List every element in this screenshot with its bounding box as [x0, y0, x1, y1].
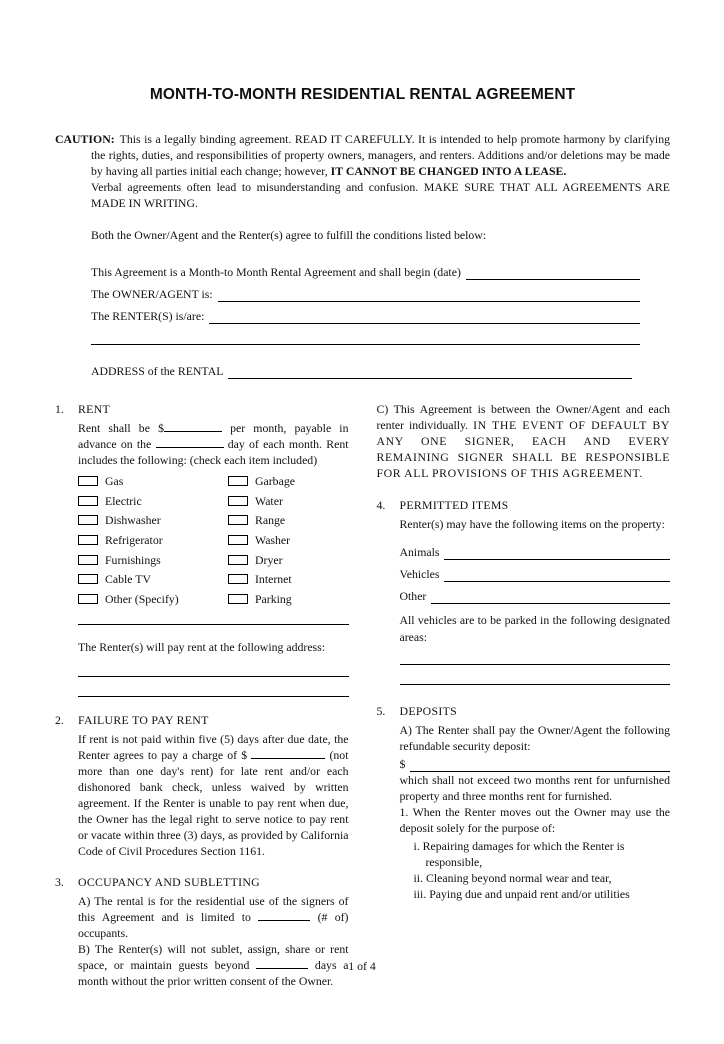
rental-address-row — [91, 357, 632, 379]
pay-address-blank-line-1[interactable] — [78, 657, 349, 677]
other-items-label: Other — [399, 589, 427, 604]
checkbox-label: Range — [255, 513, 286, 528]
checkbox-range[interactable] — [228, 512, 349, 528]
checkbox-label: Dryer — [255, 552, 283, 567]
page-title: MONTH-TO-MONTH RESIDENTIAL RENTAL AGREEMENT — [149, 86, 576, 103]
section-failure-heading: FAILURE TO PAY RENT — [78, 712, 209, 727]
failure-paragraph — [78, 731, 349, 859]
animals-label: Animals — [399, 545, 440, 560]
checkbox-box-icon — [228, 574, 248, 584]
section-occupancy-number: 3. — [55, 874, 64, 889]
deposit-amount-row — [400, 754, 671, 772]
checkbox-cable-tv[interactable] — [78, 571, 228, 587]
occupancy-a-text-2: (# of) occupants. — [78, 909, 349, 941]
deposit-purpose-item: ii. Cleaning beyond normal wear and tear, — [413, 870, 612, 885]
checkbox-box-icon — [78, 496, 98, 506]
occupants-count-blank[interactable] — [258, 910, 310, 921]
section-failure-to-pay — [55, 712, 349, 859]
checkbox-box-icon — [78, 476, 98, 486]
animals-blank[interactable] — [444, 545, 670, 560]
checkbox-garbage[interactable] — [228, 473, 349, 489]
occupancy-b-text-1: B) The Renter(s) will not sublet, assign, share or rent space, or maintain guests beyond — [78, 942, 349, 973]
section-permitted-heading: PERMITTED ITEMS — [399, 498, 509, 513]
page-number: 1 of 4 — [348, 959, 376, 974]
intro-block — [91, 227, 640, 379]
caution-text-bold: IT CANNOT BE CHANGED INTO A LEASE. — [330, 164, 567, 179]
occupancy-paragraph-a — [78, 893, 349, 941]
caution-label: CAUTION: — [55, 132, 115, 147]
checkbox-label: Refrigerator — [105, 532, 163, 547]
checkbox-parking[interactable] — [228, 591, 349, 607]
deposit-purpose-item: iii. Paying due and unpaid rent and/or utilities — [413, 886, 630, 901]
failure-text-2: (not more than one day's rent) for late rent and/or each dishonored bank check, unless waived by written agreement. If the Renter is unable to pay rent when due, the Owner has the legal right to serve notice to pay rent or vacate within three (3) days, as provided by California Code of Civil Procedures Section 1161. — [78, 747, 349, 858]
deposits-paragraph-a: A) The Renter shall pay the Owner/Agent the following refundable security deposit: — [399, 722, 670, 753]
checkbox-label: Garbage — [255, 474, 295, 489]
caution-block — [55, 131, 670, 211]
checkbox-box-icon — [228, 594, 248, 604]
animals-row — [400, 538, 671, 560]
section-deposits-number: 5. — [376, 703, 386, 718]
other-specify-blank-line[interactable] — [78, 617, 349, 625]
checkbox-gas[interactable] — [78, 473, 228, 489]
checkbox-box-icon — [78, 574, 98, 584]
section-rent-number: 1. — [55, 402, 64, 417]
right-column — [377, 401, 671, 1004]
deposits-limit-text: which shall not exceed two months rent for unfurnished property and three months rent for furnished. — [399, 772, 670, 803]
checkbox-electric[interactable] — [78, 493, 228, 509]
section-permitted-items — [377, 497, 671, 684]
deposit-purpose-item: i. Repairing damages for which the Renter is responsible, — [413, 838, 625, 869]
checkbox-label: Parking — [255, 591, 292, 606]
section-occupancy-heading: OCCUPANCY AND SUBLETTING — [78, 874, 260, 889]
rent-text-2: per month, payable in advance on the — [78, 421, 349, 452]
checkbox-box-icon — [228, 535, 248, 545]
checkbox-box-icon — [78, 555, 98, 565]
checkbox-label: Washer — [255, 532, 291, 547]
rental-address-label: ADDRESS of the RENTAL — [91, 364, 224, 379]
occupancy-paragraph-c — [377, 401, 671, 481]
occupancy-a-text-1: A) The rental is for the residential use of the signers of this Agreement and is limited to — [78, 893, 349, 924]
checkbox-dryer[interactable] — [228, 552, 349, 568]
checkbox-label: Water — [255, 493, 283, 508]
pay-rent-address-label: The Renter(s) will pay rent at the following address: — [78, 639, 326, 654]
checkbox-refrigerator[interactable] — [78, 532, 228, 548]
left-column — [55, 401, 349, 1004]
checkbox-box-icon — [228, 515, 248, 525]
checkbox-box-icon — [78, 594, 98, 604]
late-charge-blank[interactable] — [251, 748, 325, 759]
section-rent-heading: RENT — [78, 402, 110, 417]
rent-text-3: day of each month. Rent includes the following: (check each item included) — [78, 437, 349, 468]
other-items-blank[interactable] — [431, 589, 670, 604]
rent-text-1: Rent shall be $ — [78, 421, 164, 436]
checkbox-label: Cable TV — [105, 572, 151, 587]
rent-due-day-blank[interactable] — [156, 437, 224, 448]
checkbox-washer[interactable] — [228, 532, 349, 548]
vehicles-row — [400, 560, 671, 582]
failure-text-1: If rent is not paid within five (5) days after due date, the Renter agrees to pay a charge of $ — [78, 731, 349, 762]
checkbox-label: Other (Specify) — [105, 591, 179, 606]
agree-line: Both the Owner/Agent and the Renter(s) agree to fulfill the conditions listed below: — [91, 228, 487, 243]
vehicles-blank[interactable] — [444, 567, 670, 582]
owner-agent-row — [91, 280, 640, 302]
section-permitted-number: 4. — [376, 498, 386, 513]
checkbox-furnishings[interactable] — [78, 552, 228, 568]
designated-areas-label: All vehicles are to be parked in the following designated areas: — [399, 613, 670, 644]
deposit-amount-blank[interactable] — [410, 757, 670, 772]
begin-date-blank[interactable] — [466, 265, 640, 280]
caution-paragraph-2: Verbal agreements often lead to misunderstanding and confusion. MAKE SURE THAT ALL AGREEMENTS ARE MADE IN WRITING. — [91, 180, 670, 211]
occupancy-c-text-1: C) This Agreement is between the Owner/Agent and each renter individually. — [376, 402, 670, 433]
deposit-dollar-sign: $ — [399, 756, 406, 771]
designated-areas-blank-line-1[interactable] — [400, 645, 671, 665]
section-rent — [55, 401, 349, 696]
begin-date-label: This Agreement is a Month-to Month Rental Agreement and shall begin (date) — [91, 265, 461, 280]
other-items-row — [400, 582, 671, 604]
rent-amount-blank[interactable] — [164, 421, 222, 432]
checkbox-box-icon — [78, 535, 98, 545]
pay-address-blank-line-2[interactable] — [78, 677, 349, 697]
caution-paragraph — [55, 131, 670, 179]
section-deposits-heading: DEPOSITS — [399, 703, 457, 718]
included-items-checklist — [78, 473, 349, 606]
renters-blank[interactable] — [209, 309, 640, 324]
checkbox-box-icon — [228, 496, 248, 506]
occupancy-c-text-2: IN THE EVENT OF DEFAULT BY ANY ONE SIGNER, EACH AND EVERY REMAINING SIGNER SHALL BE RESPONSIBLE FOR ALL PROVISIONS OF THIS AGREEMENT. — [376, 418, 670, 481]
checkbox-label: Furnishings — [105, 552, 161, 567]
checkbox-label: Electric — [105, 493, 142, 508]
checkbox-box-icon — [228, 476, 248, 486]
rent-paragraph — [78, 420, 349, 468]
owner-agent-label: The OWNER/AGENT is: — [91, 287, 213, 302]
checkbox-box-icon — [78, 515, 98, 525]
occupancy-b-text-2: days a month without the prior written consent of the Owner. — [78, 958, 349, 989]
checkbox-label: Internet — [255, 572, 292, 587]
two-column-body — [55, 401, 670, 1004]
deposits-use-text: 1. When the Renter moves out the Owner may use the deposit solely for the purpose of: — [399, 804, 670, 835]
renters-label: The RENTER(S) is/are: — [91, 309, 205, 324]
permitted-intro: Renter(s) may have the following items on the property: — [399, 517, 665, 532]
deposit-purposes-list — [400, 838, 671, 902]
checkbox-internet[interactable] — [228, 571, 349, 587]
checkbox-dishwasher[interactable] — [78, 512, 228, 528]
checkbox-label: Dishwasher — [105, 513, 161, 528]
checkbox-water[interactable] — [228, 493, 349, 509]
renters-extra-blank-line[interactable] — [91, 324, 640, 345]
designated-areas-blank-line-2[interactable] — [400, 665, 671, 685]
section-deposits — [377, 703, 671, 902]
renters-row — [91, 302, 640, 324]
checkbox-label: Gas — [105, 474, 124, 489]
section-failure-number: 2. — [55, 712, 64, 727]
checkbox-other-specify[interactable] — [78, 591, 228, 607]
checkbox-box-icon — [228, 555, 248, 565]
vehicles-label: Vehicles — [399, 567, 440, 582]
begin-date-row — [91, 258, 640, 280]
caution-text-1: This is a legally binding agreement. READ IT CAREFULLY. It is intended to help promote harmony by clarifying the rights, duties, and responsibilities of property owners, managers, and renters. Additions and/or deletions may be made by having all parties initial each change; however, — [91, 132, 670, 179]
rental-address-blank[interactable] — [228, 364, 632, 379]
owner-agent-blank[interactable] — [218, 287, 640, 302]
